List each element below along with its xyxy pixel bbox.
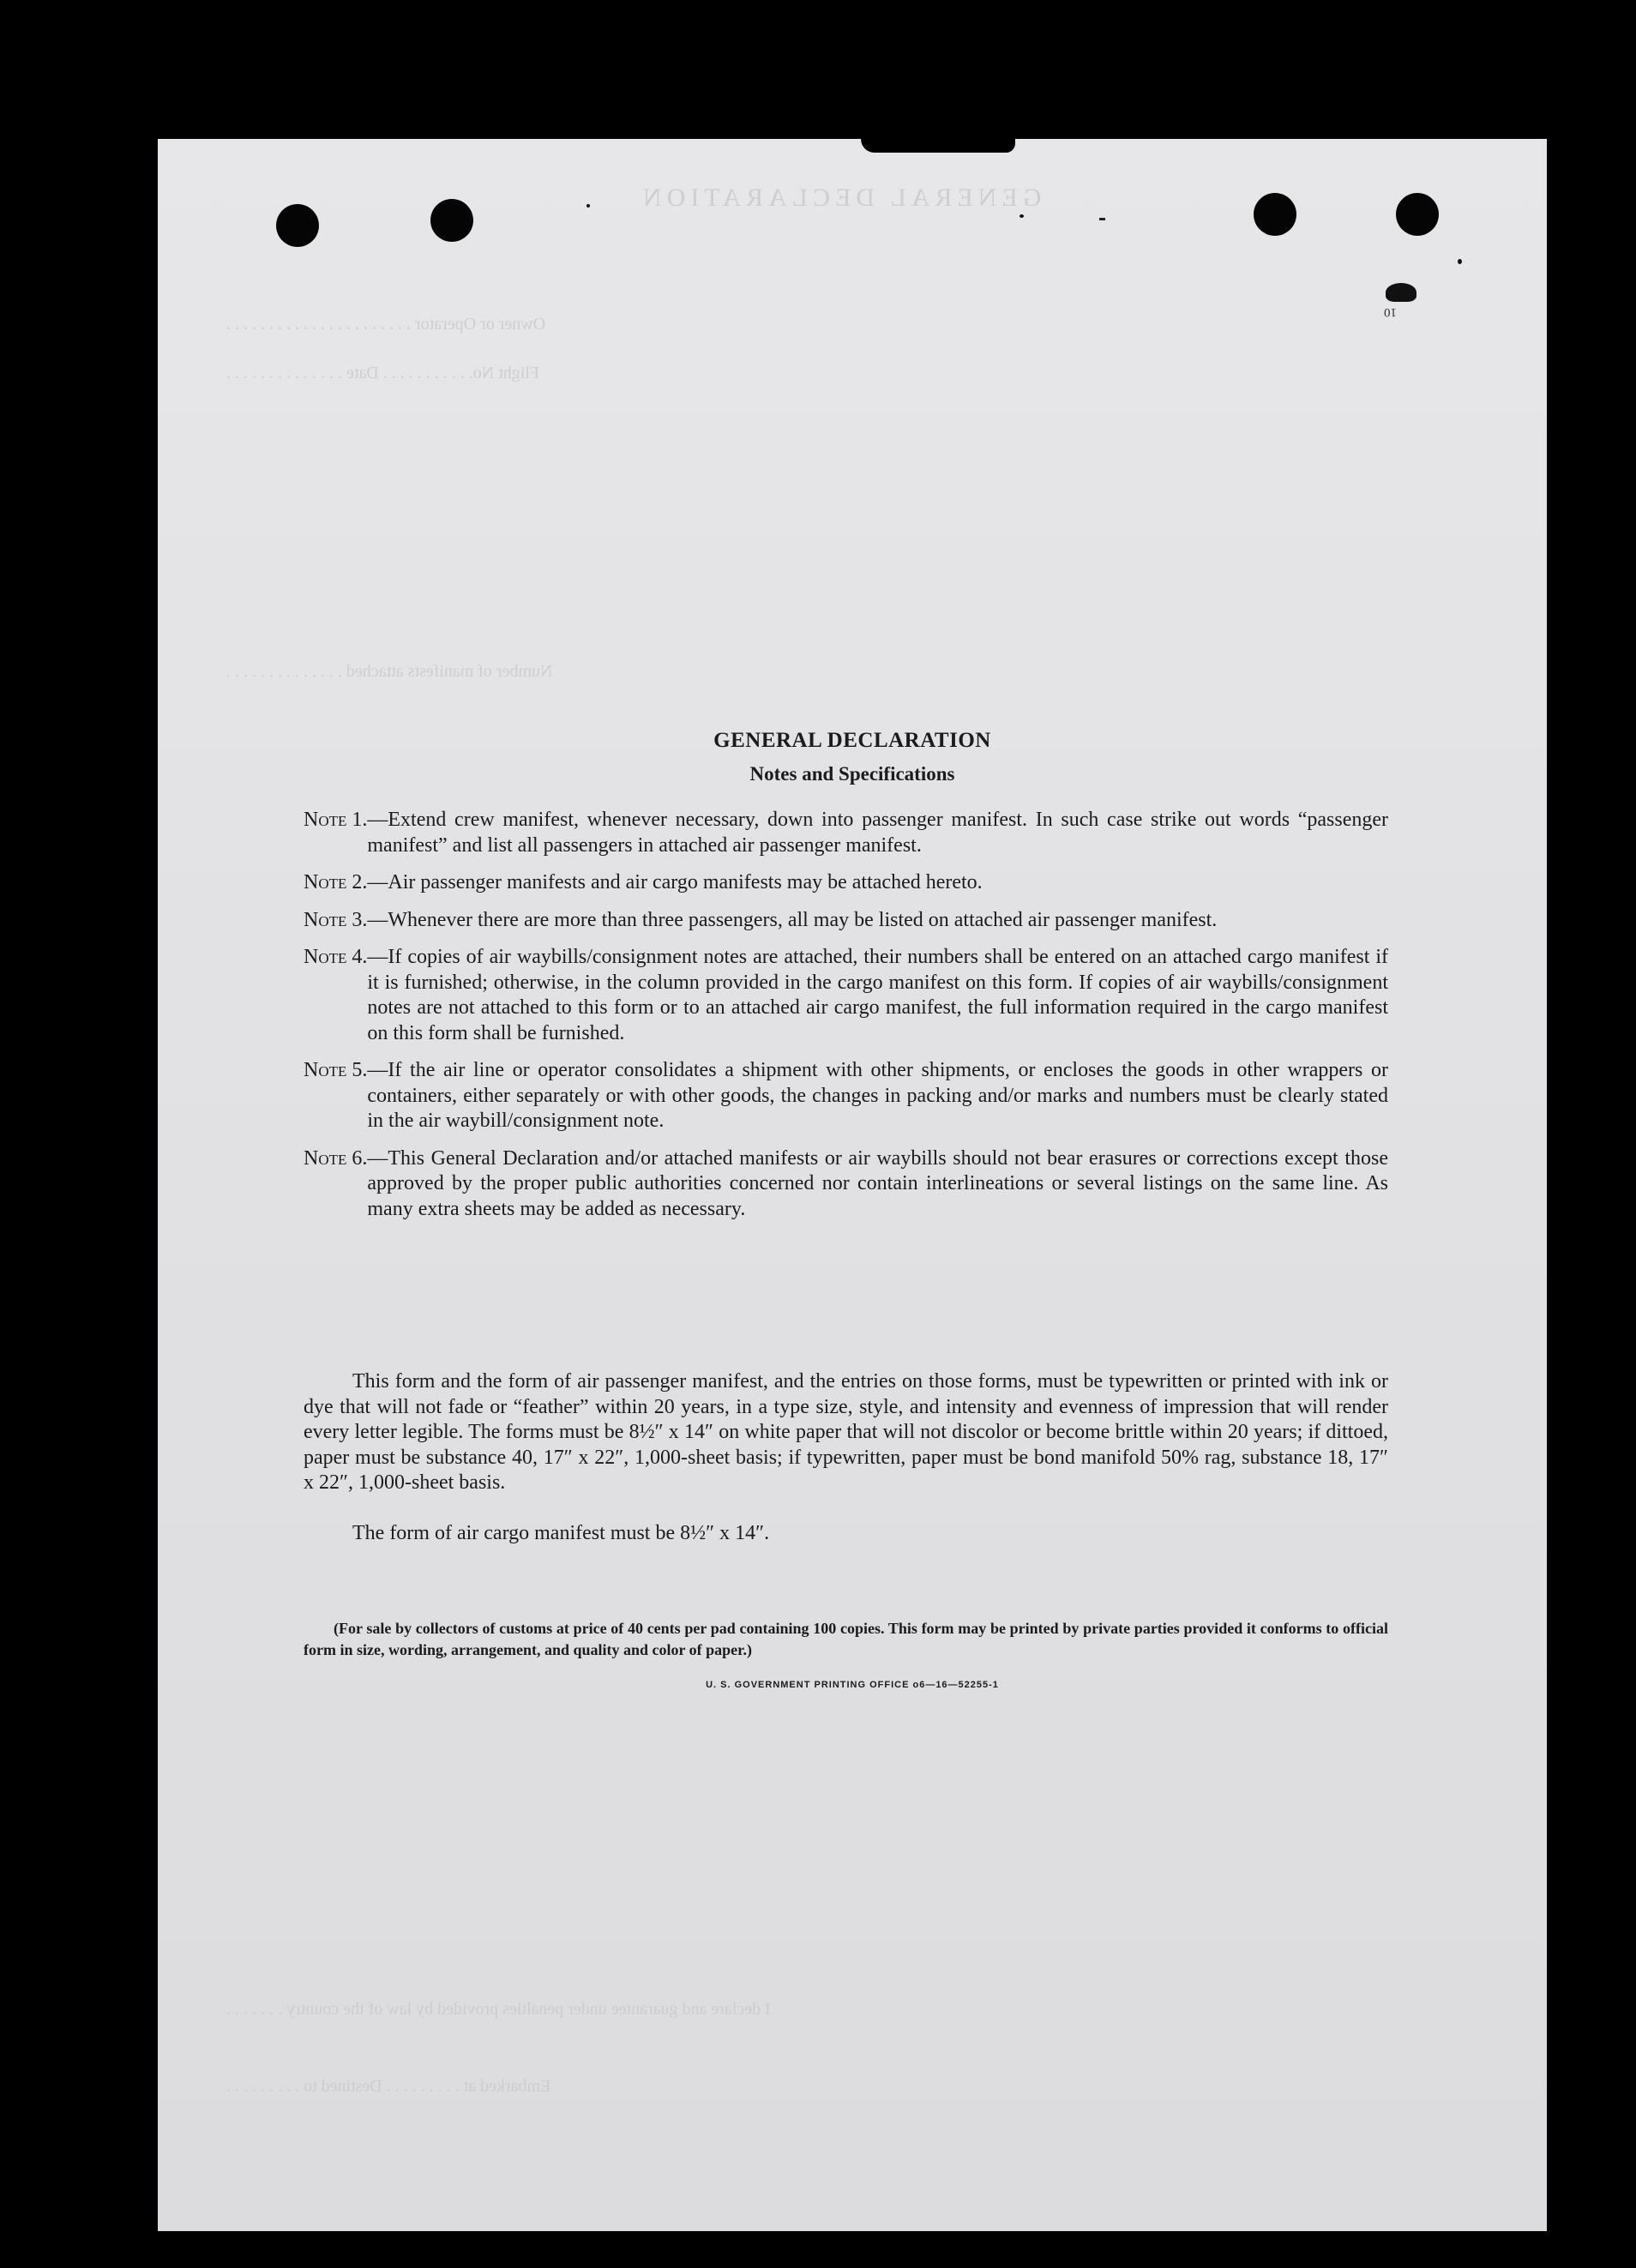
note-label: Note 6. bbox=[304, 1146, 368, 1170]
printer-line: U. S. GOVERNMENT PRINTING OFFICE o6—16—52255-1 bbox=[706, 1680, 999, 1690]
note-label: Note 2. bbox=[304, 871, 368, 893]
note-label: Note 4. bbox=[304, 946, 368, 968]
bleed-through-line: Owner or Operator . . . . . . . . . . . . . . . . . . . . . . bbox=[226, 315, 546, 334]
note-item bbox=[304, 945, 1388, 1046]
document-subtitle: Notes and Specifications bbox=[749, 763, 955, 785]
ink-speck bbox=[586, 204, 590, 208]
notes-list bbox=[304, 808, 1388, 1234]
note-text: —If the air line or operator consolidates a shipment with other shipments, or encloses the goods in other wrappers or containers, either separately or with other goods, the changes in packing and/or marks and numbers must be clearly stated in the air waybill/consignment note. bbox=[367, 1059, 1388, 1132]
document-title: GENERAL DECLARATION bbox=[713, 729, 991, 752]
form-specification-paragraph: This form and the form of air passenger manifest, and the entries on those forms, must be typewritten or printed with ink or dye that will not fade or “feather” within 20 years, in a type size, style, and intensity and evenness of impression that will render every letter legible. The forms must be 8½″ x 14″ on white paper that will not discolor or become brittle within 20 years; if dittoed, paper must be substance 40, 17″ x 22″, 1,000-sheet basis; if typewritten, paper must be bond manifold 50% rag, substance 18, 17″ x 22″, 1,000-sheet basis. bbox=[304, 1370, 1388, 1494]
ink-blot bbox=[1386, 283, 1416, 302]
punch-hole bbox=[276, 204, 319, 247]
torn-edge bbox=[861, 139, 1015, 153]
note-text: —If copies of air waybills/consignment notes are attached, their numbers shall be entered on an attached cargo manifest if it is furnished; otherwise, in the column provided in the cargo manifest on this form. If copies of air waybills/consignment notes are not attached to this form or to an attached air cargo manifest, the full information required in the cargo manifest on this form shall be furnished. bbox=[367, 946, 1388, 1044]
punch-hole bbox=[430, 199, 473, 242]
bleed-through-line: Embarked at . . . . . . . . . Destined to . . . . . . . . . bbox=[226, 2077, 551, 2096]
note-text: —Extend crew manifest, whenever necessary, down into passenger manifest. In such case strike out words “passenger manifest” and list all passengers in attached air passenger manifest. bbox=[367, 809, 1388, 857]
bleed-through-line: I declare and guarantee under penalties provided by law of the country . . . . . . . bbox=[226, 2000, 771, 2018]
ink-speck bbox=[1019, 214, 1024, 218]
bleed-through-line: Flight No. . . . . . . . . . . Date . . . . . . . . . . . . . . bbox=[226, 364, 539, 382]
bleed-through-line: Number of manifests attached . . . . . . . . . . . . . . bbox=[226, 662, 553, 681]
ink-speck bbox=[1458, 259, 1462, 264]
cargo-manifest-size-line: The form of air cargo manifest must be 8½″ x 14″. bbox=[352, 1522, 770, 1544]
note-text: —Air passenger manifests and air cargo manifests may be attached hereto. bbox=[367, 871, 983, 893]
bleed-through-heading: GENERAL DECLARATION bbox=[638, 183, 1042, 212]
corner-mark: 10 bbox=[1384, 305, 1397, 319]
note-item bbox=[304, 908, 1388, 934]
note-label: Note 5. bbox=[304, 1059, 368, 1081]
note-text: —This General Declaration and/or attached manifests or air waybills should not bear erasures or corrections except those approved by the proper public authorities concerned nor contain interlineations or several listings on the same line. As many extra sheets may be added as necessary. bbox=[367, 1146, 1388, 1220]
document-page bbox=[158, 139, 1547, 2231]
ink-speck bbox=[1099, 218, 1105, 220]
note-item bbox=[304, 808, 1388, 858]
punch-hole bbox=[1254, 193, 1296, 236]
punch-hole bbox=[1396, 193, 1439, 236]
sale-note: (For sale by collectors of customs at price of 40 cents per pad containing 100 copies. This form may be printed by private parties provided it conforms to official form in size, wording, arrangement, and quality and color of paper.) bbox=[304, 1620, 1388, 1658]
note-item bbox=[304, 870, 1388, 896]
note-label: Note 1. bbox=[304, 809, 368, 831]
note-item bbox=[304, 1146, 1388, 1223]
note-text: —Whenever there are more than three passengers, all may be listed on attached air passenger manifest. bbox=[367, 908, 1218, 931]
note-item bbox=[304, 1058, 1388, 1134]
note-label: Note 3. bbox=[304, 908, 368, 931]
